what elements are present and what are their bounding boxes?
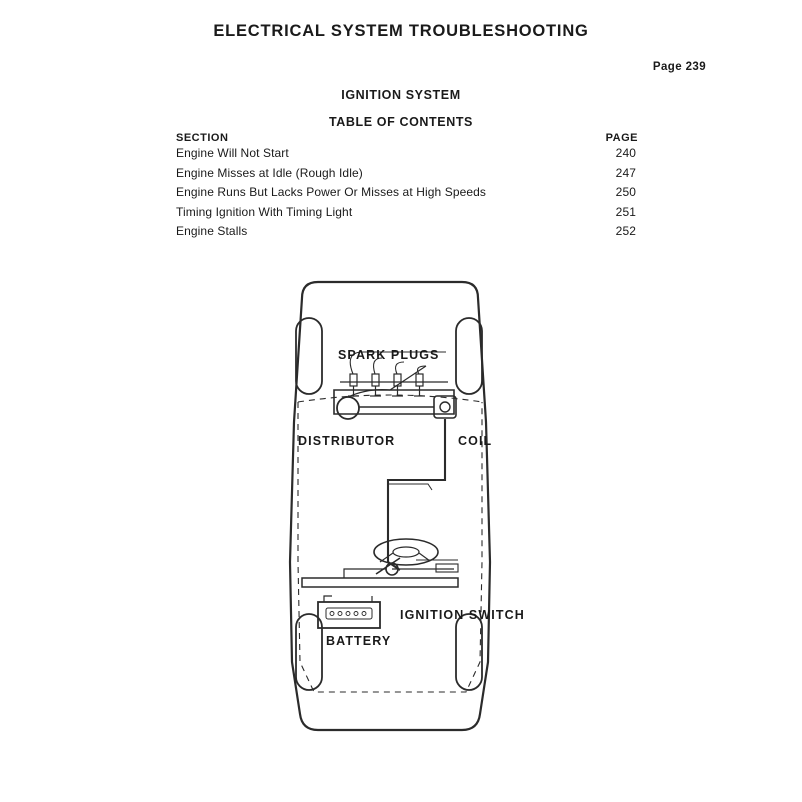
toc-header-section: SECTION: [176, 132, 229, 144]
page-title: ELECTRICAL SYSTEM TROUBLESHOOTING: [213, 22, 589, 40]
toc-header-page: PAGE: [605, 132, 638, 144]
toc-entry-title: Engine Will Not Start: [176, 146, 289, 160]
dash-panel: [302, 578, 458, 587]
list-item[interactable]: [176, 164, 646, 184]
switch-connector: [436, 564, 458, 572]
ignition-system-diagram: [240, 262, 580, 772]
plug-wire-3: [396, 362, 404, 374]
toc-entry-page: 250: [615, 185, 636, 199]
steering-wheel-icon: [374, 539, 438, 565]
toc-header-row: [176, 132, 646, 144]
list-item[interactable]: [176, 144, 646, 164]
label-battery: BATTERY: [326, 634, 392, 648]
distributor-icon: [337, 397, 359, 419]
list-item[interactable]: [176, 203, 646, 223]
toc-entry-title: Timing Ignition With Timing Light: [176, 204, 353, 219]
table-of-contents-title: TABLE OF CONTENTS: [329, 115, 473, 129]
toc-entry-title: Engine Stalls: [176, 224, 248, 238]
toc-entry-title: Engine Misses at Idle (Rough Idle): [176, 165, 363, 180]
label-ignition-switch: IGNITION SWITCH: [400, 608, 525, 622]
battery-icon: [318, 596, 380, 628]
table-of-contents: [176, 132, 646, 242]
dash-to-switch-wire: [344, 569, 386, 578]
harness-branch: [388, 484, 432, 490]
spark-plug-icon: [348, 374, 359, 396]
rear-right-wheel: [456, 614, 482, 690]
front-right-wheel: [456, 318, 482, 394]
vehicle-outline-svg: [240, 262, 580, 772]
label-distributor: DISTRIBUTOR: [298, 434, 396, 448]
spark-plug-icon: [414, 374, 425, 396]
spark-plug-icon: [370, 374, 381, 396]
toc-entry-page: 251: [615, 204, 636, 219]
list-item[interactable]: [176, 222, 646, 242]
list-item[interactable]: [176, 183, 646, 203]
page-number: Page 239: [652, 61, 706, 73]
toc-entry-page: 240: [615, 146, 636, 160]
section-title: IGNITION SYSTEM: [341, 88, 461, 102]
toc-entry-page: 252: [615, 224, 636, 238]
label-spark-plugs: SPARK PLUGS: [338, 348, 440, 362]
engine-block: [334, 390, 454, 414]
label-coil: COIL: [458, 434, 493, 448]
toc-entry-title: Engine Runs But Lacks Power Or Misses at High Speeds: [176, 185, 487, 199]
toc-entry-page: 247: [615, 165, 636, 180]
